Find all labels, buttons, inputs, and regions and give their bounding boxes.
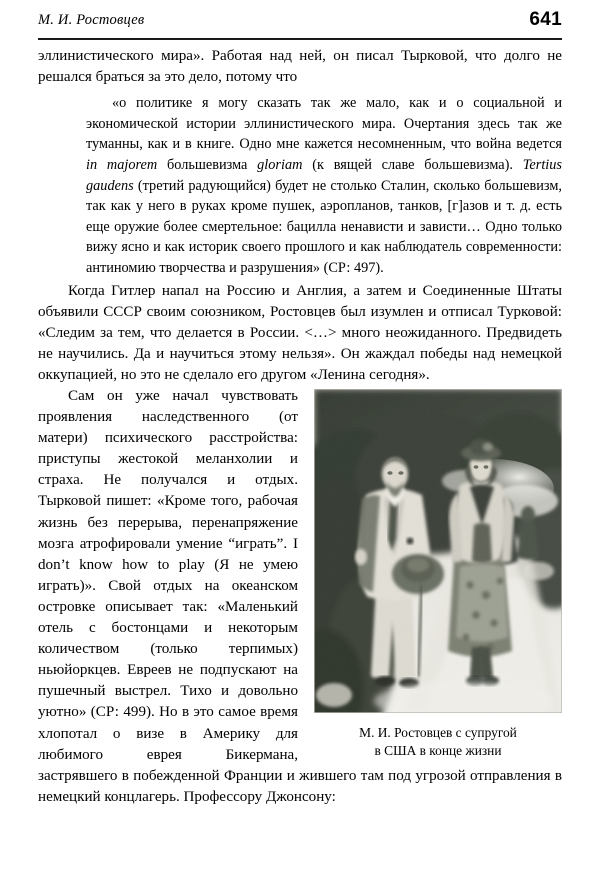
quote-roman-text: (к вящей славе большевизма). [302,156,523,173]
figure-caption [314,724,562,759]
quote-italic-phrase: gloriam [257,156,303,173]
text-column [38,46,562,808]
quote-roman-text: (третий радующийся) будет не столько Сталин, сколько большевизм, так как у него в руках кроме пушек, аэропланов, танков, [г]азов и т. д. есть еще оружие более смертельное: бацилла ненависти и зависти… Одно только вижу ясно и как историк своего прошлого и как наблюдатель современности: антиномию творчества и разрушения» (СР: 497). [86,177,562,276]
photograph-image [314,389,562,713]
photograph [314,389,562,713]
block-quote-text [86,93,562,278]
quote-italic-phrase: Tertius gaudens [86,156,562,194]
running-head-title: М. И. Ростовцев [38,12,145,28]
illness-lead: Сам он уже начал чувствовать проявления наследственного (от матери) психического расстройства: приступы жестокой меланхолии и страха. Не получался и отдых. Тырковой пишет: «Кроме того, рабочая жизнь без перерыва, перенапряжение мозга атрофировали умение “играть”. [38,388,298,552]
quote-run [86,95,562,276]
figure-caption-line-2: в США в конце жизни [374,742,502,758]
figure [314,389,562,759]
figure-caption-line-1: М. И. Ростовцев с супругой [359,725,517,740]
illness-english-phrase: I don’t know how to play [38,535,298,573]
paragraph-continuation: эллинистического мира». Работая над ней, он писал Тырковой, что долго не решался браться за это дело, потому что [38,48,562,86]
quote-roman-text: большевизма [157,156,258,173]
block-quote [86,93,562,278]
spacer [38,88,562,90]
page-number: 641 [529,9,562,30]
header-rule [38,38,562,40]
paragraph-hitler: Когда Гитлер напал на Россию и Англия, а затем и Соединенные Штаты объявили СССР своим союзником, Ростовцев был изумлен и отписал Турковой: «Следим за тем, что делается в России. <…> много неожиданного. Предвидеть не научились. Да и научиться этому нельзя». Он жаждал победы над немецкой оккупацией, но это не сделало его другом «Ленина сегодня». [38,282,562,383]
illness-tail: (Я не умею играть)». Свой отдых на океанском островке описывает так: «Маленький отель с бостонцами и некоторым количеством (только терпимых) ньюйоркцев. Евреев не подпускают на пушечный выстрел. Тихо и довольно уютно» (СР: 499). Но в это самое время хлопотал о визе в Америку для любимого еврея Бикермана, застрявшего в побежденной Франции и жившего там под угрозой отправления в немецкий концлагерь. Профессору Джонсону: [38,556,562,805]
quote-roman-text: «о политике я могу сказать так же мало, как и о социальной и экономической истории эллинистического мира. Очертания здесь так же туманны, как и в книге. Одно мне кажется несомненным, что война ведется [86,95,562,153]
quote-italic-phrase: in majorem [86,156,158,173]
